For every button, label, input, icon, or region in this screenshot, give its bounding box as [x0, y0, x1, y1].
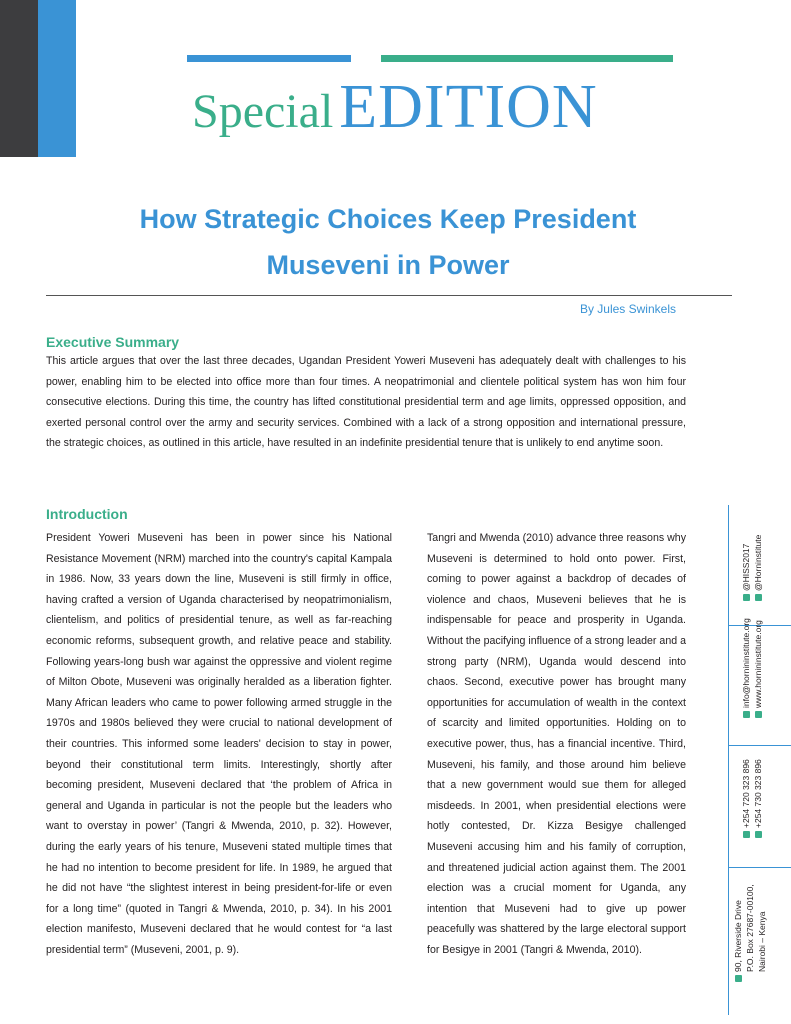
- masthead-special: Special: [192, 85, 334, 138]
- masthead-line-green: [381, 55, 673, 62]
- address-line-3: Nairobi – Kenya: [757, 911, 767, 972]
- sidebar-divider: [728, 505, 729, 1015]
- mobile-icon: [755, 831, 762, 838]
- introduction-column-2: Tangri and Mwenda (2010) advance three reasons why Museveni is determined to hold onto power. First, coming to power against a backdrop of decades of violence and chaos, Museveni believes that he is indispensable for peace and prosperity in Uganda. Without the pacifying influence of a strong leader and a strong party (NRM), Uganda would descend into chaos. Second, executive power has brought many opportunities for accumulation of wealth in the context of scarcity and limited opportunities. Holding on to executive power, thus, has a financial incentive. Third, Museveni, his family, and those around him believe that a new government would sue them for alleged misdeeds. In 2001, when presidential elections were hotly contested, Dr. Kizza Besigye challenged Museveni accusing him and his family of corruption, and threatened judicial action against them. The 2001 election was a crucial moment for Uganda, any intention that Museveni had to give up power peacefully was shattered by the large electoral support for Besigye in 2001 (Tangri & Mwenda, 2010).: [427, 532, 686, 956]
- social-handle[interactable]: @Horninstitute: [753, 534, 763, 591]
- sidebar-web: [740, 612, 763, 742]
- masthead: [192, 72, 598, 143]
- masthead-line-blue: [187, 55, 351, 62]
- location-pin-icon: [735, 975, 742, 982]
- sidebar-separator: [728, 867, 791, 868]
- phone-icon: [743, 831, 750, 838]
- article-title: [60, 196, 716, 288]
- title-divider: [46, 295, 732, 296]
- phone-number-2[interactable]: +254 730 323 896: [753, 759, 763, 828]
- executive-summary-heading: Executive Summary: [46, 334, 180, 350]
- left-accent-bar-dark: [0, 0, 38, 157]
- facebook-icon: [755, 594, 762, 601]
- article-title-line-1: How Strategic Choices Keep President: [139, 204, 637, 234]
- sidebar-social: [740, 495, 763, 625]
- executive-summary-text: This article argues that over the last three decades, Ugandan President Yoweri Museveni has adequately dealt with challenges to his power, enabling him to be elected into office more than four times. A neopatrimonial and clientele political system has won him four consecutive elections. During this time, the country has lifted constitutional presidential term and age limits, oppressed opposition, and exerted personal control over the army and security services. Combined with a lack of a strong opposition and international pressure, the strategic choices, as outlined in this article, have resulted in an indefinite presidential tenure that is unlikely to end anytime soon.: [46, 355, 686, 450]
- website-url[interactable]: www.hornininstitute.org: [753, 620, 763, 708]
- sidebar-address: [732, 884, 767, 1018]
- address-line-2: P.O. Box 27687-00100,: [745, 884, 755, 972]
- email-address[interactable]: info@hornininstitute.org: [741, 618, 751, 708]
- twitter-icon: [743, 594, 750, 601]
- masthead-edition: EDITION: [339, 73, 598, 141]
- phone-number-1[interactable]: +254 720 323 896: [741, 759, 751, 828]
- author-byline: By Jules Swinkels: [579, 302, 676, 316]
- introduction-heading: Introduction: [46, 506, 128, 522]
- address-line-1: 90, Riverside Drive: [733, 900, 743, 972]
- introduction-column-1: President Yoweri Museveni has been in power since his National Resistance Movement (NRM) marched into the country's capital Kampala in 1986. Now, 33 years down the line, Museveni is still firmly in office, having crafted a version of Uganda characterised by neopatrimonialism, clientelism, and politics of presidential tenure, as well as far-reaching economic reforms, subsequent growth, and relative peace and stability. Following years-long bush war against the oppressive and violent regime of Milton Obote, Museveni was originally heralded as a liberation fighter. Many African leaders who came to power following armed struggle in the 1970s and 1980s believed they were crucial to national development of their countries. This informed some leaders' decision to stay in power, beyond their constitutional term limits. Interestingly, shortly after becoming president, Museveni declared that ‘the problem of Africa in general and Uganda in particular is not the people but the leaders who want to overstay in power’ (Tangri & Mwenda, 2010, p. 32). However, during the early years of his tenure, Museveni stated multiple times that he had no intention to become president for life. In 1989, he argued that he did not have “the slightest interest in being president-for-life or even for a long time” (quoted in Tangri & Mwenda, 2010, p. 34). In his 2001 election manifesto, Museveni declared that he would contest for “a last presidential term” (Museveni, 2001, p. 9).: [46, 532, 392, 956]
- globe-icon: [755, 711, 762, 718]
- twitter-handle[interactable]: @HISS2017: [741, 543, 751, 591]
- email-icon: [743, 711, 750, 718]
- sidebar-separator: [728, 745, 791, 746]
- left-accent-bar-blue: [38, 0, 76, 157]
- article-title-line-2: Museveni in Power: [266, 250, 510, 280]
- sidebar-phones: [740, 732, 763, 862]
